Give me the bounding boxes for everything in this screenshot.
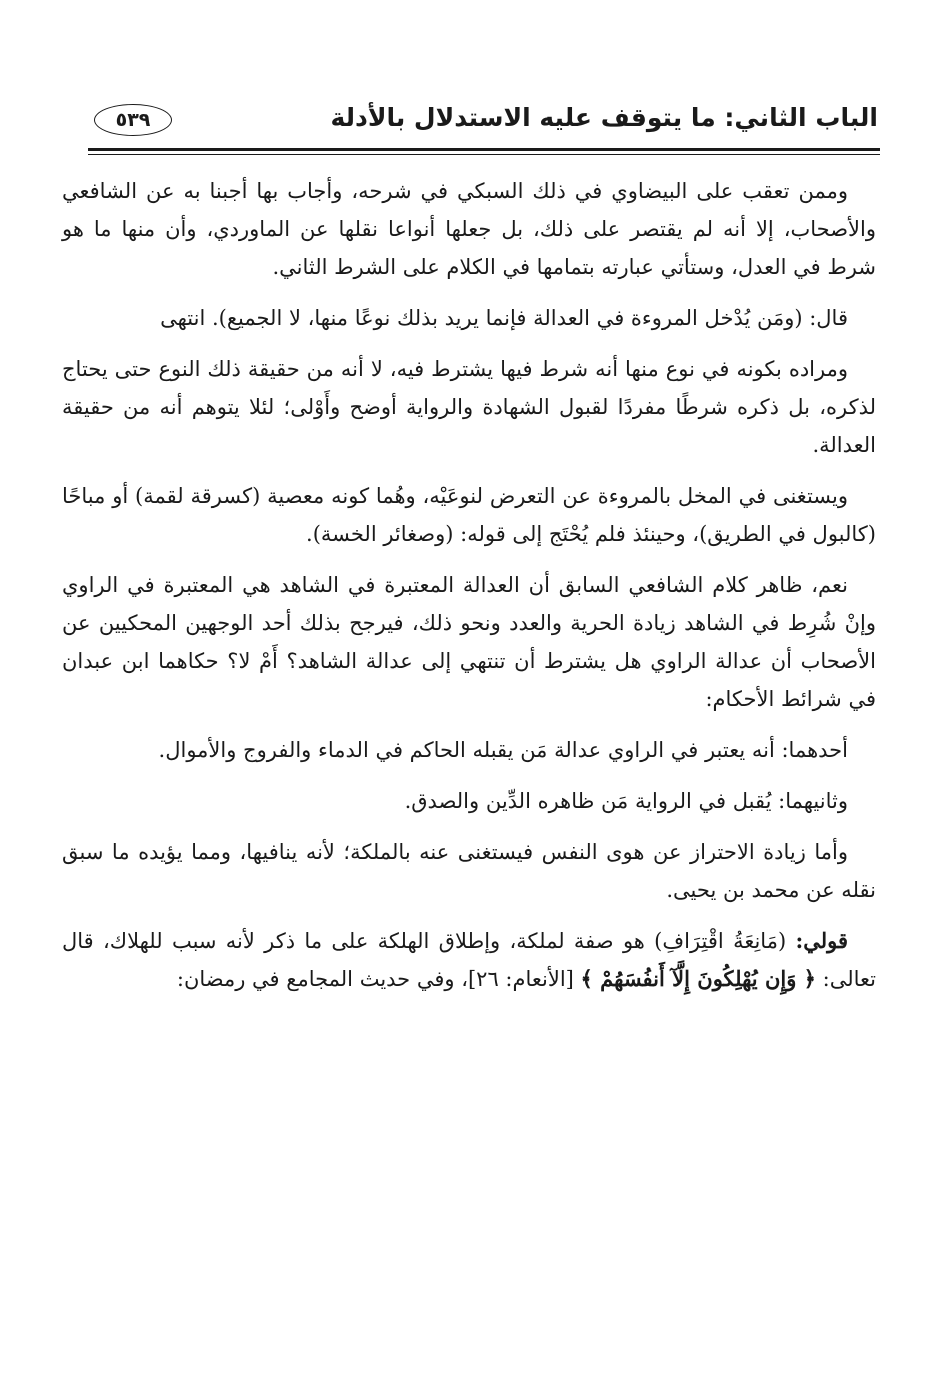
header-rule-thin: [88, 154, 880, 155]
paragraph: ومراده بكونه في نوع منها أنه شرط فيها يشترط فيه، لا أنه من حقيقة ذلك النوع حتى يحتاج لذكره، بل ذكره شرطًا مفردًا لقبول الشهادة والرواية أوضح وأَوْلى؛ لئلا يتوهم أنه من حقيقة العدالة.: [62, 357, 876, 457]
header-rule-thick: [88, 148, 880, 151]
page-number-badge: ٥٣٩: [94, 104, 172, 136]
paragraph: أحدهما: أنه يعتبر في الراوي عدالة مَن يقبله الحاكم في الدماء والفروج والأموال.: [158, 738, 848, 762]
paragraph: قال: (ومَن يُدْخل المروءة في العدالة فإنما يريد بذلك نوعًا منها، لا الجميع). انتهى: [160, 306, 848, 330]
paragraph: نعم، ظاهر كلام الشافعي السابق أن العدالة المعتبرة في الشاهد هي المعتبرة في الراوي وإنْ شُرِط في الشاهد زيادة الحرية والعدد ونحو ذلك، فيرجح بذلك أحد الوجهين المحكيين عن الأصحاب أن عدالة الراوي هل يشترط أن تنتهي إلى عدالة الشاهد؟ أَمْ لا؟ حكاهما ابن عبدان في شرائط الأحكام:: [62, 573, 876, 711]
paragraph: وثانيهما: يُقبل في الرواية مَن ظاهره الدِّين والصدق.: [404, 789, 848, 813]
chapter-title: الباب الثاني: ما يتوقف عليه الاستدلال بالأدلة: [330, 103, 878, 132]
page-header: [88, 92, 878, 152]
paragraph-lead: قولي:: [795, 928, 848, 953]
paragraph-text: (مَانِعَةُ اقْتِرَافِ) هو صفة لملكة، وإطلاق الهلكة على ما ذكر لأنه سبب للهلاك، قال تعالى:: [62, 929, 876, 991]
paragraph-last: [62, 922, 876, 998]
paragraph: وممن تعقب على البيضاوي في ذلك السبكي في شرحه، وأجاب بها أجبنا به عن الشافعي والأصحاب، إلا أنه لم يقتصر على ذلك، بل جعلها أنواعا نقلها عن الماوردي، وأن منها ما هو شرط في العدل، وستأتي عبارته بتمامها في الكلام على الشرط الثاني.: [62, 179, 876, 279]
paragraph: وأما زيادة الاحتراز عن هوى النفس فيستغنى عنه بالملكة؛ لأنه ينافيها، ومما يؤيده ما سبق نقله عن محمد بن يحيى.: [62, 840, 876, 902]
page-body: [62, 172, 876, 1011]
quran-verse: ﴿ وَإِن يُهْلِكُونَ إِلَّآ أَنفُسَهُمْ ﴾: [580, 966, 816, 991]
paragraph-text: [الأنعام: ٢٦]، وفي حديث المجامع في رمضان:: [176, 967, 581, 991]
paragraph: ويستغنى في المخل بالمروءة عن التعرض لنوعَيْه، وهُما كونه معصية (كسرقة لقمة) أو مباحًا (كالبول في الطريق)، وحينئذ فلم يُحْتَج إلى قوله: (وصغائر الخسة).: [62, 484, 876, 546]
